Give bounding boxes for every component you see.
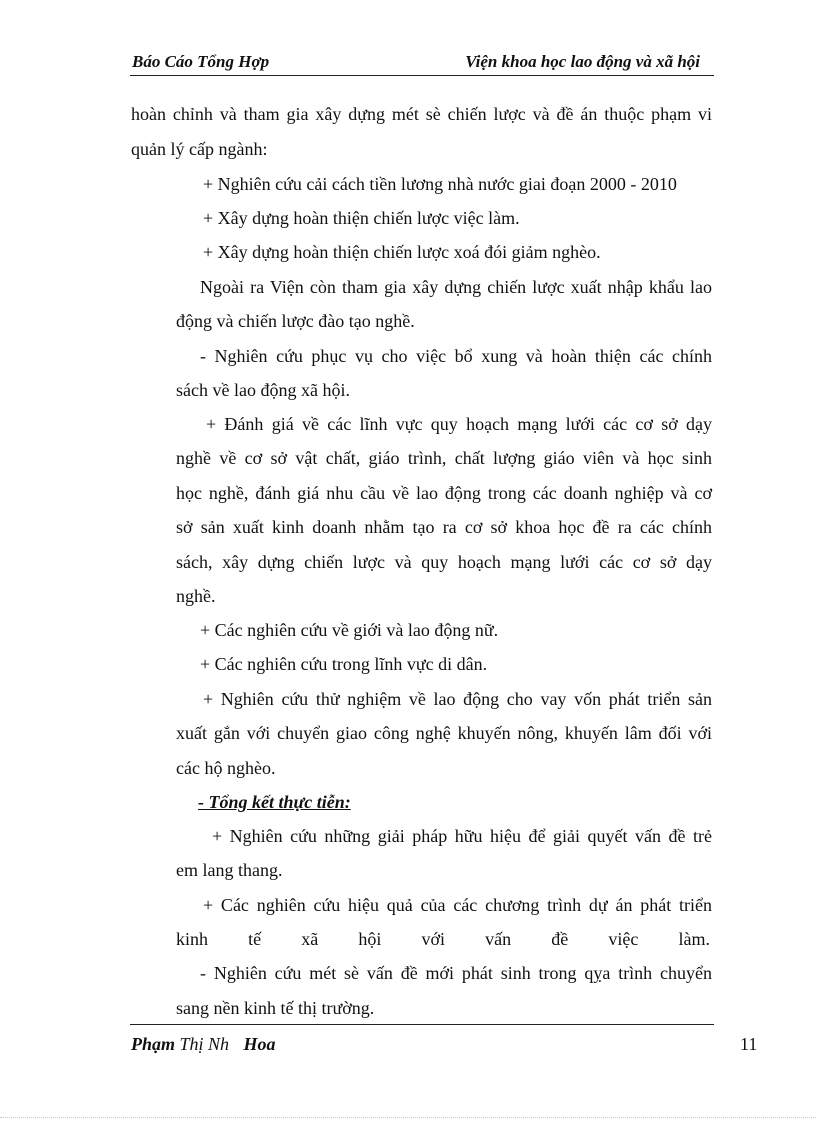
- header-report-title: Báo Cáo Tổng Hợp: [132, 52, 270, 71]
- text-line: + Nghiên cứu cải cách tiền lương nhà nước giai đoạn 2000 - 2010: [203, 174, 677, 194]
- header-institute-name: Viện khoa học lao động và xã hội: [465, 52, 700, 71]
- text-line: quản lý cấp ngành:: [131, 139, 268, 159]
- page-number: 11: [740, 1034, 758, 1054]
- text-line: + Nghiên cứu thử nghiệm về lao động cho vay vốn phát triển sản: [203, 689, 712, 709]
- footer-author-part: Thị Nh: [179, 1034, 230, 1054]
- footer-author-part: Phạm: [131, 1034, 176, 1054]
- page-header: [130, 50, 714, 76]
- header-rule: [130, 75, 714, 76]
- text-line: sang nền kinh tế thị trường.: [176, 998, 375, 1018]
- text-line: động và chiến lược đào tạo nghề.: [176, 311, 415, 331]
- text-line: sách, xây dựng chiến lược và quy hoạch mạng lưới các cơ sở dạy: [176, 552, 712, 572]
- text-line: em lang thang.: [176, 860, 283, 880]
- text-line: + Đánh giá về các lĩnh vực quy hoạch mạng lưới các cơ sở dạy: [206, 414, 712, 434]
- text-line: nghề.: [176, 586, 216, 606]
- page-edge-divider: [0, 1117, 816, 1118]
- text-line: học nghề, đánh giá nhu cầu về lao động trong các doanh nghiệp và cơ: [176, 483, 712, 503]
- text-line: + Nghiên cứu những giải pháp hữu hiệu để giải quyết vấn đề trẻ: [212, 826, 712, 846]
- footer-author-part: Hoa: [243, 1034, 276, 1054]
- text-line: + Các nghiên cứu hiệu quả của các chương trình dự án phát triển: [203, 895, 712, 915]
- text-line: - Nghiên cứu mét sè vấn đề mới phát sinh trong qỵa trình chuyển: [200, 963, 712, 983]
- text-line: sách về lao động xã hội.: [176, 380, 350, 400]
- text-line: sở sản xuất kinh doanh nhằm tạo ra cơ sở khoa học đề ra các chính: [176, 517, 712, 537]
- footer-author: [131, 1034, 276, 1055]
- text-line: - Nghiên cứu phục vụ cho việc bổ xung và hoàn thiện các chính: [200, 346, 712, 366]
- text-line: + Các nghiên cứu về giới và lao động nữ.: [200, 620, 499, 640]
- text-line: kinh tế xã hội với vấn đề việc làm.: [176, 929, 710, 949]
- text-line: Ngoài ra Viện còn tham gia xây dựng chiến lược xuất nhập khẩu lao: [200, 277, 712, 297]
- section-heading: - Tổng kết thực tiễn:: [198, 792, 351, 812]
- text-line: + Các nghiên cứu trong lĩnh vực di dân.: [200, 654, 488, 674]
- text-line: + Xây dựng hoàn thiện chiến lược xoá đói giảm nghèo.: [203, 242, 601, 262]
- text-line: + Xây dựng hoàn thiện chiến lược việc làm.: [203, 208, 520, 228]
- text-line: xuất gắn với chuyển giao công nghệ khuyến nông, khuyến lâm đối với: [176, 723, 712, 743]
- text-line: nghề về cơ sở vật chất, giáo trình, chất lượng giáo viên và học sinh: [176, 448, 712, 468]
- text-line: hoàn chỉnh và tham gia xây dựng mét sè chiến lược và đề án thuộc phạm vi: [131, 104, 712, 124]
- footer-rule: [130, 1024, 714, 1025]
- text-line: các hộ nghèo.: [176, 758, 276, 778]
